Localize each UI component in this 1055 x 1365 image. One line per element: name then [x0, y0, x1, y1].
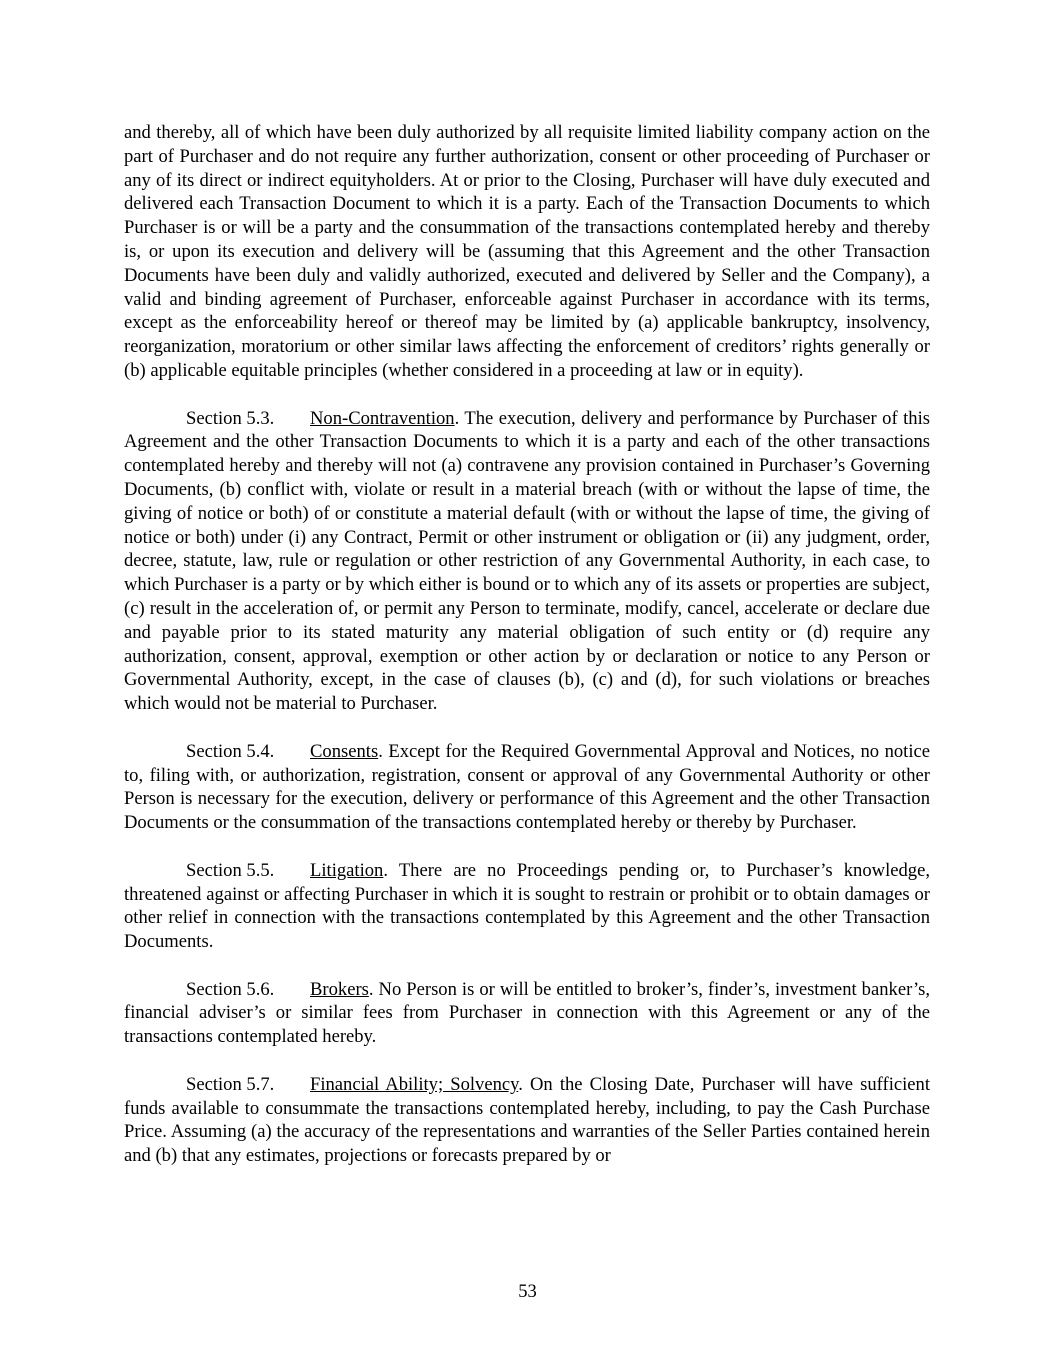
section-heading: Consents: [310, 740, 379, 762]
section-body: . No Person is or will be entitled to broker’s, finder’s, investment banker’s, financial adviser’s or similar fees from Purchaser in connection with this Agreement or any of the transactions contemplated hereby.: [124, 978, 930, 1048]
section-body: . The execution, delivery and performance by Purchaser of this Agreement and the other Transaction Documents to which it is a party and each of the other transactions contemplated hereby and thereby will not (a) contravene any provision contained in Purchaser’s Governing Documents, (b) conflict with, violate or result in a material breach (with or without the lapse of time, the giving of notice or both) of or constitute a material default (with or without the lapse of time, the giving of notice or both) under (i) any Contract, Permit or other instrument or obligation or (ii) any judgment, order, decree, statute, law, rule or regulation or other restriction of any Governmental Authority, in each case, to which Purchaser is a party or by which either is bound or to which any of its assets or properties are subject, (c) result in the acceleration of, or permit any Person to terminate, modify, cancel, accelerate or declare due and payable prior to its stated maturity any material obligation of such entity or (d) require any authorization, consent, approval, exemption or other action by or declaration or notice to any Person or Governmental Authority, except, in the case of clauses (b), (c) and (d), for such violations or breaches which would not be material to Purchaser.: [124, 407, 930, 715]
section-5-5: [124, 859, 930, 954]
section-heading: Litigation: [310, 859, 384, 881]
section-number: Section 5.4.: [186, 740, 275, 762]
section-body: . Except for the Required Governmental Approval and Notices, no notice to, filing with, or authorization, registration, consent or approval of any Governmental Authority or other Person is necessary for the execution, delivery or performance of this Agreement and the other Transaction Documents or the consummation of the transactions contemplated hereby or thereby by Purchaser.: [124, 740, 930, 834]
section-number: Section 5.7.: [186, 1073, 275, 1095]
section-5-6: [124, 978, 930, 1049]
page-number: 53: [518, 1281, 537, 1302]
section-heading: Brokers: [310, 978, 369, 1000]
document-body: [124, 121, 930, 1192]
section-5-7: [124, 1073, 930, 1168]
section-number: Section 5.6.: [186, 978, 275, 1000]
section-5-4: [124, 740, 930, 835]
section-5-3: [124, 407, 930, 716]
section-heading: Financial Ability; Solvency: [310, 1073, 519, 1095]
section-number: Section 5.3.: [186, 407, 275, 429]
section-body: . There are no Proceedings pending or, to Purchaser’s knowledge, threatened against or affecting Purchaser in which it is sought to restrain or prohibit or to obtain damages or other relief in connection with the transactions contemplated by this Agreement and the other Transaction Documents.: [124, 859, 930, 953]
section-number: Section 5.5.: [186, 859, 275, 881]
continuation-paragraph: and thereby, all of which have been duly authorized by all requisite limited liability company action on the part of Purchaser and do not require any further authorization, consent or other proceeding of Purchaser or any of its direct or indirect equityholders. At or prior to the Closing, Purchaser will have duly executed and delivered each Transaction Document to which it is a party. Each of the Transaction Documents to which Purchaser is or will be a party and the consummation of the transactions contemplated hereby and thereby is, or upon its execution and delivery will be (assuming that this Agreement and the other Transaction Documents have been duly and validly authorized, executed and delivered by Seller and the Company), a valid and binding agreement of Purchaser, enforceable against Purchaser in accordance with its terms, except as the enforceability hereof or thereof may be limited by (a) applicable bankruptcy, insolvency, reorganization, moratorium or other similar laws affecting the enforcement of creditors’ rights generally or (b) applicable equitable principles (whether considered in a proceeding at law or in equity).: [124, 122, 930, 381]
section-body: . On the Closing Date, Purchaser will have sufficient funds available to consummate the transactions contemplated hereby, including, to pay the Cash Purchase Price. Assuming (a) the accuracy of the representations and warranties of the Seller Parties contained herein and (b) that any estimates, projections or forecasts prepared by or: [124, 1073, 930, 1167]
section-heading: Non-Contravention: [310, 407, 455, 429]
